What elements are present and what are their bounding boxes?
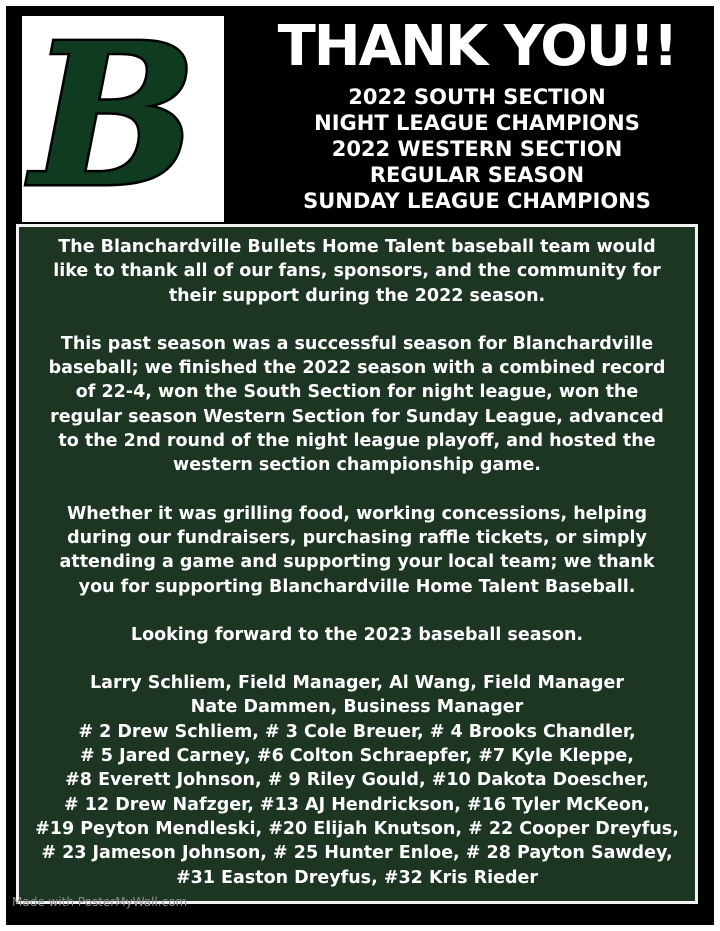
roster-line: #8 Everett Johnson, # 9 Riley Gould, #10 Dakota Doescher, [65, 770, 649, 791]
subtitle-line: REGULAR SEASON [369, 163, 585, 187]
logo-letter: B [31, 16, 197, 222]
text-line: baseball; we finished the 2022 season with a combined record [48, 358, 666, 379]
watermark: Made with PosterMyWall.com [12, 895, 188, 909]
subtitle-line: SUNDAY LEAGUE CHAMPIONS [303, 189, 651, 213]
page-title: THANK YOU!! [277, 14, 677, 79]
roster-line: Nate Dammen, Business Manager [190, 697, 524, 718]
message-board [16, 224, 698, 904]
text-line: during our fundraisers, purchasing raffle tickets, or simply [67, 527, 647, 548]
roster-line: # 5 Jared Carney, #6 Colton Schraepfer, #7 Kyle Kleppe, [80, 746, 634, 767]
text-line: you for supporting Blanchardville Home Talent Baseball. [78, 576, 636, 597]
text-line: of 22-4, won the South Section for night league, won the [75, 382, 639, 403]
text-line: This past season was a successful season for Blanchardville [60, 333, 654, 354]
roster-line: #31 Easton Dreyfus, #32 Kris Rieder [175, 867, 539, 888]
roster-line: # 23 Jameson Johnson, # 25 Hunter Enloe, # 28 Payton Sawdey, [41, 843, 673, 864]
championship-subtitle [246, 84, 708, 214]
b-logo-icon [22, 16, 224, 222]
subtitle-line: NIGHT LEAGUE CHAMPIONS [314, 111, 640, 135]
poster [6, 6, 714, 925]
roster-line: # 12 Drew Nafzger, #13 AJ Hendrickson, #16 Tyler McKeon, [64, 794, 650, 815]
roster-line: Larry Schliem, Field Manager, Al Wang, Field Manager [90, 673, 624, 694]
subtitle-line: 2022 WESTERN SECTION [331, 137, 623, 161]
text-line: Whether it was grilling food, working concessions, helping [66, 503, 648, 524]
looking-forward-paragraph [19, 623, 695, 647]
roster-line: #19 Peyton Mendleski, #20 Elijah Knutson, # 22 Cooper Dreyfus, [35, 818, 679, 839]
text-line: like to thank all of our fans, sponsors, and the community for [53, 261, 661, 282]
thank-you-paragraph [19, 235, 695, 308]
text-line: The Blanchardville Bullets Home Talent baseball team would [58, 237, 656, 257]
text-line: attending a game and supporting your local team; we thank [59, 552, 655, 573]
text-line: to the 2nd round of the night league playoff, and hosted the [58, 431, 656, 452]
text-line: their support during the 2022 season. [168, 285, 546, 306]
header [246, 12, 708, 214]
team-logo [22, 16, 224, 222]
subtitle-line: 2022 SOUTH SECTION [348, 85, 606, 109]
text-line: regular season Western Section for Sunday League, advanced [50, 406, 664, 427]
season-summary-paragraph [19, 332, 695, 478]
message-content [19, 235, 695, 890]
roster-line: # 2 Drew Schliem, # 3 Cole Breuer, # 4 Brooks Chandler, [78, 721, 636, 742]
volunteer-paragraph [19, 502, 695, 599]
text-line: western section championship game. [173, 455, 541, 476]
roster-list [19, 671, 695, 890]
text-line: Looking forward to the 2023 baseball season. [130, 624, 584, 645]
